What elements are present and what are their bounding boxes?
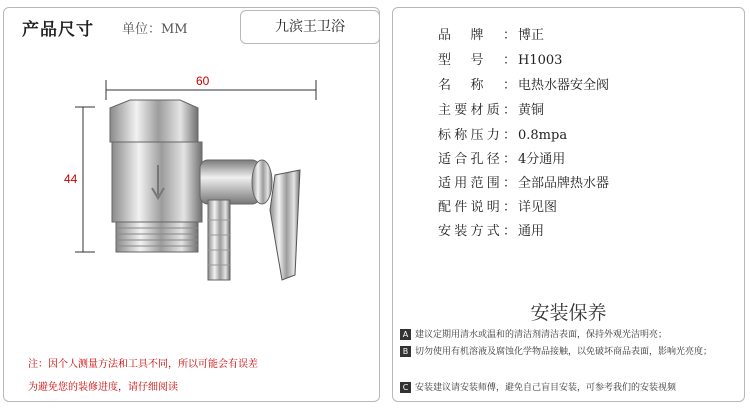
spec-value: 黄铜 xyxy=(518,103,545,118)
spec-value: H1003 xyxy=(518,53,563,68)
spec-label: 主要材质： xyxy=(438,103,516,118)
spec-row-scope xyxy=(438,172,609,191)
care-title: 安装保养 xyxy=(530,302,607,324)
spec-value: 详见图 xyxy=(518,200,558,215)
spec-label: 标称压力： xyxy=(438,128,516,143)
spec-row-brand xyxy=(438,24,544,43)
care-item xyxy=(400,344,742,360)
spec-row-material xyxy=(438,99,544,118)
care-text: 建议定期用清水或温和的清洁剂清洁表面，保持外观光洁明亮； xyxy=(415,330,668,340)
width-dimension-label: 60 xyxy=(196,74,210,88)
care-text: 安装建议请安装师傅，避免自己盲目安装，可参考我们的安装视频 xyxy=(415,383,677,393)
spec-row-installation xyxy=(438,220,544,239)
spec-label: 安装方式： xyxy=(438,224,516,239)
measurement-note: 注：因个人测量方法和工具不同，所以可能会有误差 xyxy=(28,359,258,370)
spec-value: 博正 xyxy=(518,28,545,43)
bullet-badge: A xyxy=(400,329,411,340)
spec-row-name xyxy=(438,74,609,93)
spec-row-pressure xyxy=(438,124,567,143)
spec-label: 名称： xyxy=(438,78,516,93)
bullet-badge: C xyxy=(400,382,411,393)
section-title: 产品尺寸 xyxy=(22,20,94,40)
spec-label: 配件说明： xyxy=(438,200,516,215)
care-item xyxy=(400,327,742,343)
spec-label: 适用范围： xyxy=(438,176,516,191)
spec-row-aperture xyxy=(438,148,565,167)
spec-label: 品牌： xyxy=(438,28,516,43)
spec-row-accessories xyxy=(438,196,557,215)
unit-label: 单位：MM xyxy=(122,22,188,37)
safety-valve-image xyxy=(70,70,320,300)
spec-value: 全部品牌热水器 xyxy=(518,176,610,191)
bullet-badge: B xyxy=(400,346,411,357)
spec-label: 型号： xyxy=(438,53,516,68)
spec-value: 4分通用 xyxy=(518,152,566,167)
spec-value: 电热水器安全阀 xyxy=(518,78,610,93)
spec-row-model xyxy=(438,49,562,68)
care-item xyxy=(400,380,742,396)
measurement-note-secondary: 为避免您的装修进度，请仔细阅读 xyxy=(28,382,178,393)
care-text: 切勿使用有机溶液及腐蚀化学物品接触，以免破坏商品表面，影响光亮度； xyxy=(415,347,713,357)
spec-value: 通用 xyxy=(518,224,545,239)
spec-value: 0.8mpa xyxy=(518,128,568,143)
height-dimension-label: 44 xyxy=(64,172,78,186)
brand-tab[interactable]: 九滨王卫浴 xyxy=(240,10,380,44)
spec-label: 适合孔径： xyxy=(438,152,516,167)
